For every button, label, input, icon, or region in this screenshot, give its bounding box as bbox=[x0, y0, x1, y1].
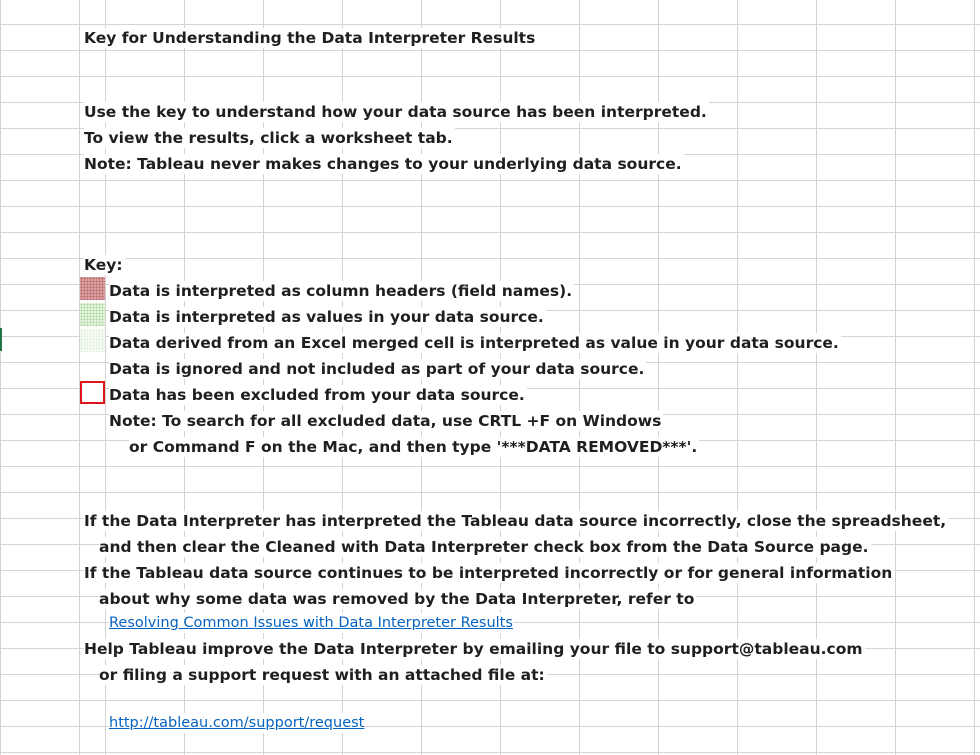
help-line-4: about why some data was removed by the Data Interpreter, refer to bbox=[99, 590, 695, 608]
key-item-ignored: Data is ignored and not included as part of your data source. bbox=[109, 360, 645, 378]
resolving-issues-link[interactable]: Resolving Common Issues with Data Interpreter Results bbox=[109, 615, 513, 631]
column-gridline bbox=[974, 0, 975, 755]
intro-line-2: To view the results, click a worksheet tab. bbox=[84, 129, 453, 147]
search-note-line-2: or Command F on the Mac, and then type '***DATA REMOVED***'. bbox=[129, 438, 698, 456]
selected-row-indicator bbox=[0, 328, 2, 351]
key-heading: Key: bbox=[84, 256, 123, 274]
help-line-6: or filing a support request with an attached file at: bbox=[99, 666, 545, 684]
key-item-values: Data is interpreted as values in your data source. bbox=[109, 308, 544, 326]
excluded-swatch-icon bbox=[80, 381, 105, 404]
column-gridline bbox=[895, 0, 896, 755]
header-swatch-icon bbox=[80, 277, 105, 300]
intro-line-3: Note: Tableau never makes changes to your underlying data source. bbox=[84, 155, 682, 173]
key-item-merged: Data derived from an Excel merged cell is interpreted as value in your data source. bbox=[109, 334, 839, 352]
column-gridline bbox=[79, 0, 80, 755]
help-line-5: Help Tableau improve the Data Interpreter by emailing your file to support@tableau.com bbox=[84, 640, 863, 658]
search-note-line-1: Note: To search for all excluded data, use CRTL +F on Windows bbox=[109, 412, 662, 430]
key-item-excluded: Data has been excluded from your data source. bbox=[109, 386, 525, 404]
value-swatch-icon bbox=[80, 303, 105, 326]
help-line-1: If the Data Interpreter has interpreted the Tableau data source incorrectly, close the spreadsheet, bbox=[84, 512, 947, 530]
merged-swatch-icon bbox=[80, 329, 105, 352]
help-line-3: If the Tableau data source continues to be interpreted incorrectly or for general information bbox=[84, 564, 893, 582]
key-item-headers: Data is interpreted as column headers (field names). bbox=[109, 282, 573, 300]
page-title: Key for Understanding the Data Interpreter Results bbox=[84, 29, 536, 47]
help-line-2: and then clear the Cleaned with Data Interpreter check box from the Data Source page. bbox=[99, 538, 869, 556]
support-request-link[interactable]: http://tableau.com/support/request bbox=[109, 715, 365, 731]
intro-line-1: Use the key to understand how your data source has been interpreted. bbox=[84, 103, 707, 121]
